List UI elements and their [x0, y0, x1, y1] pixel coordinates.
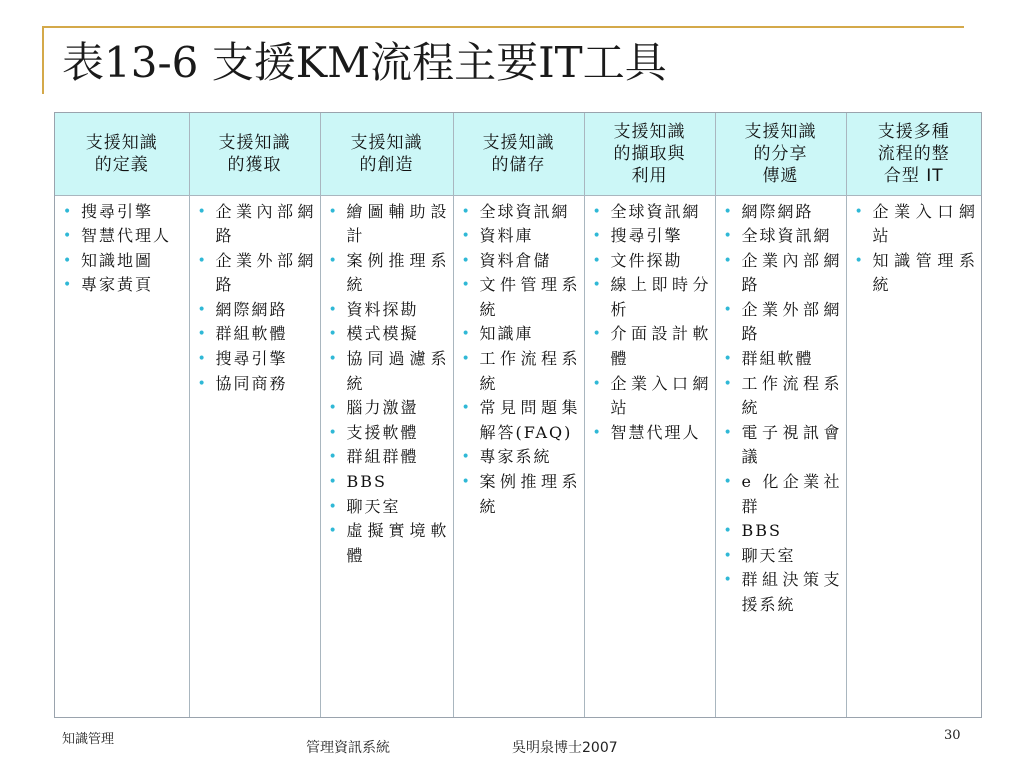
column-header-line: 的儲存: [491, 154, 546, 175]
bullet-icon: •: [854, 252, 865, 269]
footer-course-name: 知識管理: [62, 732, 115, 747]
list-item-text: 企業內部網路: [741, 250, 842, 295]
list-item: [720, 347, 842, 372]
list-item: [194, 372, 316, 397]
bullet-icon: •: [592, 203, 603, 220]
list-item-text: 協同過濾系統: [346, 349, 449, 393]
column-header-line: 流程的整: [877, 143, 950, 164]
list-item-text: 群組軟體: [215, 324, 288, 344]
list-item-text: 知識管理系統: [872, 250, 977, 295]
tool-list: [589, 200, 711, 446]
tool-list: [851, 200, 978, 298]
footer-author: 吳明泉博士2007: [512, 740, 618, 756]
list-item-text: 電子視訊會議: [741, 422, 842, 467]
bullet-icon: •: [723, 572, 734, 589]
list-item: [589, 372, 711, 421]
column-header-line: 支援知識: [218, 132, 291, 153]
list-item-text: 網際網路: [215, 299, 288, 319]
bullet-icon: •: [63, 203, 74, 220]
list-item: [720, 544, 842, 569]
bullet-icon: •: [328, 498, 339, 515]
list-item: [325, 249, 449, 298]
footer-page-number: 30: [944, 728, 961, 743]
list-item-text: 全球資訊網: [479, 201, 570, 221]
bullet-icon: •: [328, 400, 339, 417]
column-cell: [320, 195, 453, 717]
bullet-icon: •: [328, 301, 339, 318]
bullet-icon: •: [592, 424, 603, 441]
km-tools-table: [55, 113, 981, 717]
list-item: [720, 568, 842, 617]
list-item-text: 群組群體: [346, 447, 419, 467]
bullet-icon: •: [461, 203, 472, 220]
list-item: [59, 224, 185, 249]
list-item-text: 文件管理系統: [479, 275, 580, 319]
list-item-text: 群組軟體: [741, 349, 814, 369]
list-item-text: 專家黃頁: [81, 275, 154, 295]
list-item-text: 工作流程系統: [479, 349, 580, 393]
bullet-icon: •: [461, 252, 472, 269]
bullet-icon: •: [461, 326, 472, 343]
column-cell: [715, 195, 846, 717]
title-accent-line-left: [42, 26, 44, 94]
bullet-icon: •: [723, 375, 734, 392]
list-item: [194, 322, 316, 347]
list-item-text: 介面設計軟體: [610, 324, 711, 369]
column-header-line: 支援知識: [482, 132, 555, 153]
bullet-icon: •: [328, 252, 339, 269]
bullet-icon: •: [328, 326, 339, 343]
list-item: [325, 470, 449, 495]
bullet-icon: •: [328, 424, 339, 441]
list-item: [325, 495, 449, 520]
list-item: [194, 249, 316, 298]
column-header: [189, 113, 320, 195]
bullet-icon: •: [197, 351, 208, 368]
bullet-icon: •: [592, 228, 603, 245]
bullet-icon: •: [197, 301, 208, 318]
list-item-text: 群組決策支援系統: [741, 570, 842, 614]
list-item: [458, 249, 580, 274]
list-item: [59, 273, 185, 298]
list-item: [589, 224, 711, 249]
list-item-text: 工作流程系統: [741, 373, 842, 418]
list-item: [325, 421, 449, 446]
tool-list: [325, 200, 449, 569]
bullet-icon: •: [854, 203, 865, 220]
bullet-icon: •: [592, 277, 603, 294]
bullet-icon: •: [63, 252, 74, 269]
list-item-text: 知識庫: [479, 324, 534, 344]
list-item-text: 資料探勘: [346, 299, 419, 319]
column-header-line: 的分享: [753, 143, 808, 164]
tool-list: [720, 200, 842, 618]
bullet-icon: •: [328, 203, 339, 220]
bullet-icon: •: [63, 277, 74, 294]
column-header: [584, 113, 715, 195]
list-item: [720, 372, 842, 421]
bullet-icon: •: [723, 228, 734, 245]
bullet-icon: •: [723, 351, 734, 368]
list-item: [59, 249, 185, 274]
list-item-text: 搜尋引擎: [215, 349, 288, 369]
list-item-text: BBS: [741, 521, 782, 541]
list-item-text: 搜尋引擎: [610, 226, 683, 246]
column-header-line: 的獲取: [227, 154, 282, 175]
list-item: [458, 200, 580, 225]
bullet-icon: •: [592, 326, 603, 343]
column-header: [453, 113, 584, 195]
list-item-text: 協同商務: [215, 373, 288, 393]
bullet-icon: •: [197, 252, 208, 269]
column-header-line: 的擷取與: [613, 143, 686, 164]
tool-list: [59, 200, 185, 298]
list-item-text: 聊天室: [741, 545, 796, 565]
list-item: [720, 224, 842, 249]
column-header: [320, 113, 453, 195]
column-header-line: 支援多種: [877, 121, 950, 142]
list-item-text: 全球資訊網: [610, 201, 701, 221]
list-item: [458, 445, 580, 470]
list-item: [458, 347, 580, 396]
column-header-line: 合型 IT: [883, 165, 944, 186]
column-header-line: 支援知識: [350, 132, 423, 153]
list-item-text: 常見問題集解答(FAQ): [479, 398, 580, 442]
bullet-icon: •: [461, 277, 472, 294]
bullet-icon: •: [723, 547, 734, 564]
list-item: [458, 322, 580, 347]
bullet-icon: •: [592, 375, 603, 392]
list-item: [720, 519, 842, 544]
list-item: [720, 249, 842, 298]
list-item: [194, 200, 316, 249]
bullet-icon: •: [328, 449, 339, 466]
column-header: [715, 113, 846, 195]
slide-title: 表13-6 支援KM流程主要IT工具: [62, 38, 667, 87]
list-item: [194, 347, 316, 372]
bullet-icon: •: [723, 252, 734, 269]
list-item-text: 腦力激盪: [346, 398, 419, 418]
list-item-text: BBS: [346, 472, 387, 492]
list-item: [194, 298, 316, 323]
list-item: [720, 298, 842, 347]
list-item-text: 智慧代理人: [81, 226, 172, 246]
list-item-text: 企業外部網路: [215, 250, 316, 295]
list-item: [325, 200, 449, 249]
list-item-text: 線上即時分析: [610, 275, 711, 319]
list-item-text: 繪圖輔助設計: [346, 201, 449, 246]
list-item-text: 案例推理系統: [346, 250, 449, 295]
bullet-icon: •: [723, 424, 734, 441]
bullet-icon: •: [723, 523, 734, 540]
column-header-line: 的定義: [94, 154, 149, 175]
list-item-text: 搜尋引擎: [81, 201, 154, 221]
list-item-text: 資料庫: [479, 226, 534, 246]
list-item-text: 文件探勘: [610, 250, 683, 270]
column-cell: [453, 195, 584, 717]
bullet-icon: •: [63, 228, 74, 245]
bullet-icon: •: [461, 400, 472, 417]
list-item-text: 支援軟體: [346, 422, 419, 442]
bullet-icon: •: [197, 203, 208, 220]
list-item-text: e 化企業社群: [741, 472, 842, 516]
list-item-text: 智慧代理人: [610, 422, 701, 442]
column-header-line: 利用: [631, 165, 668, 186]
list-item: [325, 445, 449, 470]
tool-list: [458, 200, 580, 520]
list-item-text: 企業入口網站: [872, 201, 977, 246]
list-item: [325, 519, 449, 568]
list-item-text: 知識地圖: [81, 250, 154, 270]
bullet-icon: •: [592, 252, 603, 269]
list-item: [458, 273, 580, 322]
list-item: [720, 421, 842, 470]
footer-book-title: 管理資訊系統: [306, 740, 390, 756]
tool-list: [194, 200, 316, 397]
column-cell: [55, 195, 189, 717]
list-item: [325, 396, 449, 421]
list-item: [458, 224, 580, 249]
table-body-row: [55, 195, 981, 717]
list-item-text: 虛擬實境軟體: [346, 521, 449, 565]
list-item: [325, 347, 449, 396]
column-header-line: 支援知識: [85, 132, 158, 153]
column-header-line: 的創造: [359, 154, 414, 175]
bullet-icon: •: [461, 449, 472, 466]
bullet-icon: •: [328, 523, 339, 540]
list-item: [458, 470, 580, 519]
column-header-line: 傳遞: [762, 165, 799, 186]
list-item-text: 企業外部網路: [741, 299, 842, 344]
column-cell: [189, 195, 320, 717]
bullet-icon: •: [461, 351, 472, 368]
list-item: [720, 470, 842, 519]
list-item: [458, 396, 580, 445]
list-item-text: 模式模擬: [346, 324, 419, 344]
list-item: [589, 322, 711, 371]
list-item: [589, 421, 711, 446]
list-item-text: 聊天室: [346, 496, 401, 516]
bullet-icon: •: [328, 351, 339, 368]
bullet-icon: •: [197, 326, 208, 343]
column-header-line: 支援知識: [613, 121, 686, 142]
column-header-line: 支援知識: [744, 121, 817, 142]
table-header-row: [55, 113, 981, 195]
list-item-text: 資料倉儲: [479, 250, 552, 270]
column-header: [846, 113, 981, 195]
list-item: [325, 298, 449, 323]
list-item-text: 網際網路: [741, 201, 814, 221]
bullet-icon: •: [328, 474, 339, 491]
bullet-icon: •: [461, 474, 472, 491]
list-item-text: 企業內部網路: [215, 201, 316, 246]
bullet-icon: •: [723, 474, 734, 491]
list-item: [720, 200, 842, 225]
bullet-icon: •: [723, 301, 734, 318]
column-cell: [584, 195, 715, 717]
bullet-icon: •: [197, 375, 208, 392]
bullet-icon: •: [723, 203, 734, 220]
list-item: [325, 322, 449, 347]
list-item: [851, 249, 978, 298]
km-tools-table-frame: [54, 112, 982, 718]
column-cell: [846, 195, 981, 717]
bullet-icon: •: [461, 228, 472, 245]
list-item: [851, 200, 978, 249]
list-item-text: 企業入口網站: [610, 373, 711, 418]
list-item: [589, 200, 711, 225]
list-item: [589, 249, 711, 274]
list-item-text: 全球資訊網: [741, 226, 832, 246]
title-accent-line-top: [42, 26, 964, 28]
list-item-text: 案例推理系統: [479, 472, 580, 516]
list-item: [589, 273, 711, 322]
list-item-text: 專家系統: [479, 447, 552, 467]
column-header: [55, 113, 189, 195]
list-item: [59, 200, 185, 225]
